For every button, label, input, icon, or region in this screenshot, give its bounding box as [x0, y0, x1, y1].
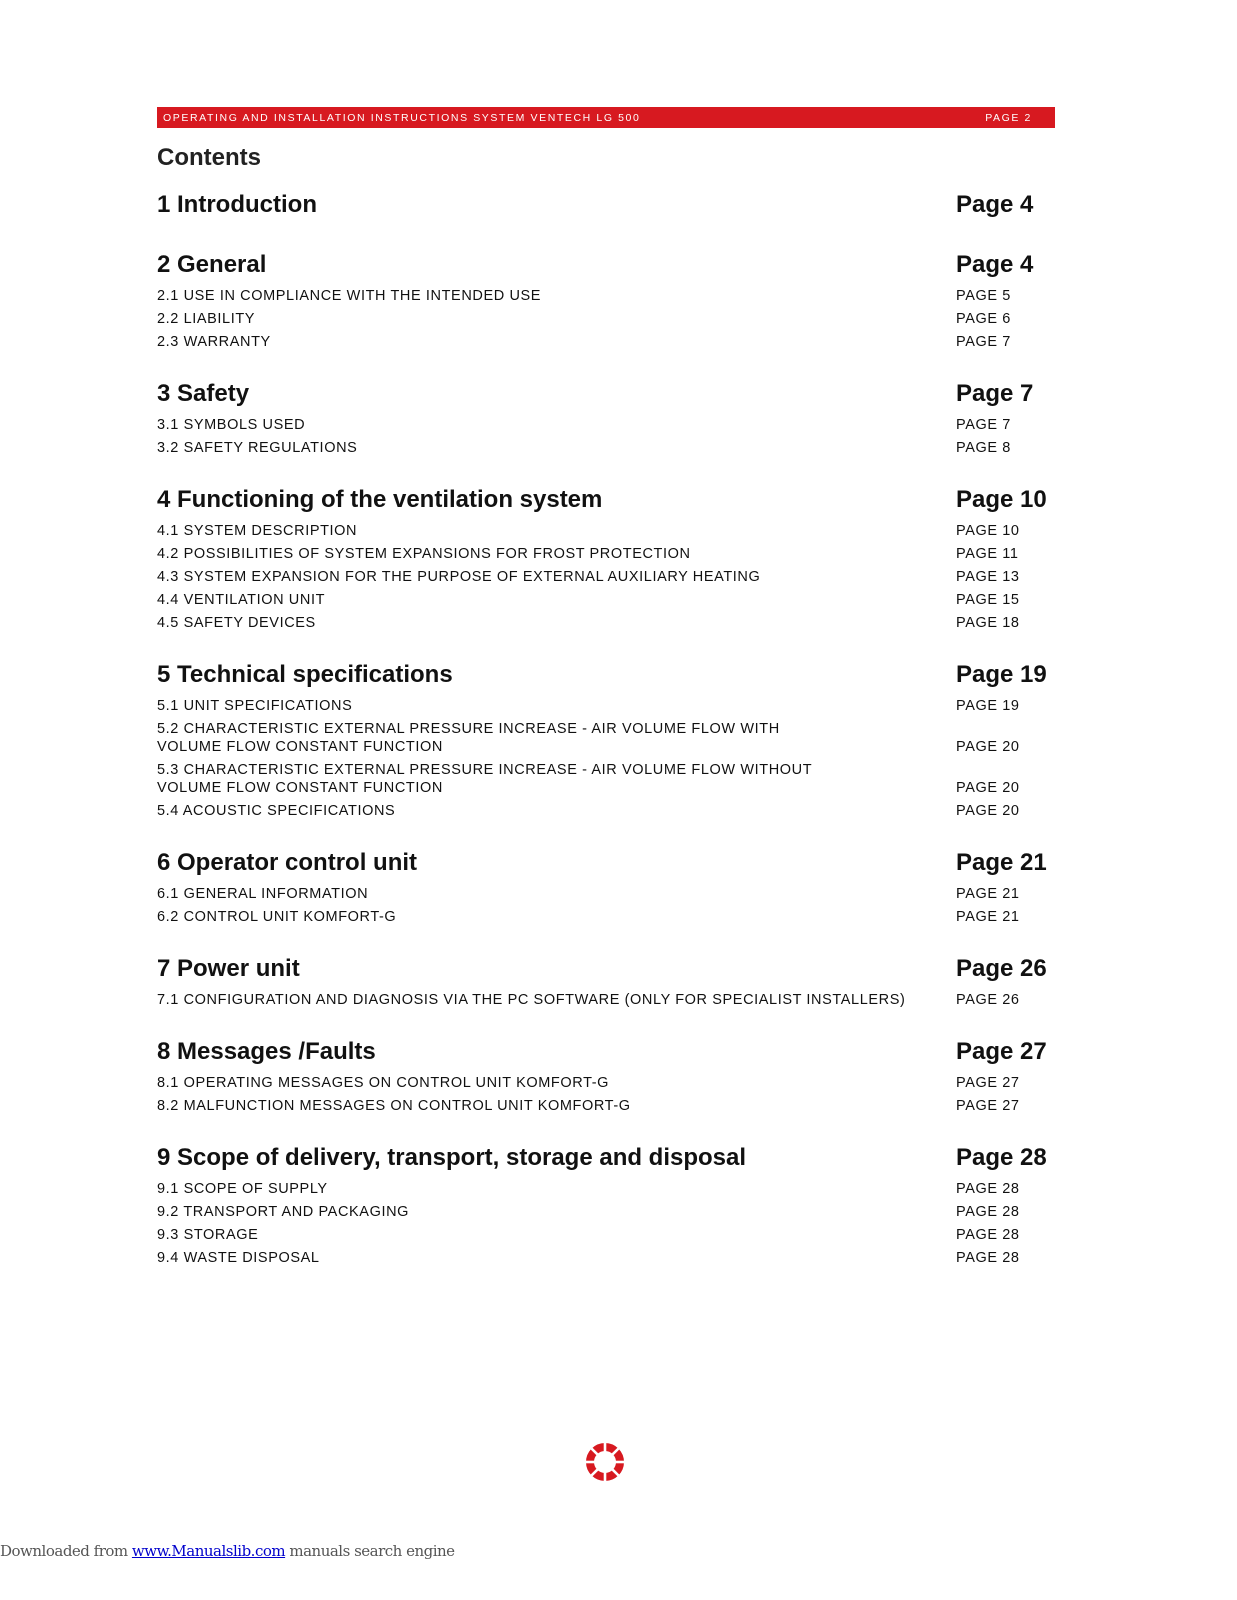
toc-subsection[interactable]	[157, 1247, 1055, 1270]
toc-section-heading[interactable]	[157, 185, 1055, 225]
toc-subsection[interactable]	[157, 437, 1055, 460]
toc-section-heading[interactable]	[157, 1032, 1055, 1072]
toc-subsection[interactable]	[157, 1178, 1055, 1201]
toc-section	[157, 374, 1055, 460]
header-page-number: PAGE 2	[985, 111, 1032, 124]
toc-section-heading[interactable]	[157, 480, 1055, 520]
subsection-title: 9.4 WASTE DISPOSAL	[157, 1250, 320, 1266]
subsection-page-ref: PAGE 20	[956, 780, 1020, 796]
subsection-title: 9.1 SCOPE OF SUPPLY	[157, 1181, 328, 1197]
subsection-page-ref: PAGE 26	[956, 992, 1020, 1008]
toc-section	[157, 843, 1055, 929]
subsection-page-ref: PAGE 21	[956, 909, 1020, 925]
toc-subsection[interactable]	[157, 285, 1055, 308]
subsection-page-ref: PAGE 5	[956, 288, 1011, 304]
toc-section-heading[interactable]	[157, 245, 1055, 285]
toc-subsection[interactable]	[157, 520, 1055, 543]
section-page-ref: Page 19	[956, 661, 1047, 688]
toc-subsection[interactable]	[157, 883, 1055, 906]
subsection-page-ref: PAGE 27	[956, 1075, 1020, 1091]
subsection-title: 9.2 TRANSPORT AND PACKAGING	[157, 1204, 410, 1220]
footer-suffix: manuals search engine	[285, 1542, 455, 1560]
subsection-title: 4.5 SAFETY DEVICES	[157, 615, 316, 631]
section-title: 5 Technical specifications	[157, 661, 453, 688]
toc-subsection[interactable]	[157, 759, 1055, 800]
footer	[0, 1542, 455, 1560]
section-page-ref: Page 7	[956, 380, 1034, 407]
subsection-title: 2.1 USE IN COMPLIANCE WITH THE INTENDED USE	[157, 288, 542, 304]
section-title: 6 Operator control unit	[157, 849, 418, 876]
subsection-title: 9.3 STORAGE	[157, 1227, 259, 1243]
section-title: 1 Introduction	[157, 191, 317, 218]
subsection-title: 7.1 CONFIGURATION AND DIAGNOSIS VIA THE PC SOFTWARE (ONLY FOR SPECIALIST INSTALLERS)	[157, 992, 906, 1008]
table-of-contents	[157, 185, 1055, 1290]
subsection-page-ref: PAGE 15	[956, 592, 1020, 608]
subsection-page-ref: PAGE 7	[956, 334, 1011, 350]
section-title: 9 Scope of delivery, transport, storage and disposal	[157, 1144, 747, 1171]
contents-title: Contents	[157, 144, 261, 171]
subsection-title: 4.4 VENTILATION UNIT	[157, 592, 326, 608]
toc-subsection[interactable]	[157, 414, 1055, 437]
subsection-title: 4.1 SYSTEM DESCRIPTION	[157, 523, 358, 539]
section-page-ref: Page 10	[956, 486, 1047, 513]
toc-subsection[interactable]	[157, 1201, 1055, 1224]
subsection-title: 4.2 POSSIBILITIES OF SYSTEM EXPANSIONS FOR FROST PROTECTION	[157, 546, 691, 562]
subsection-page-ref: PAGE 19	[956, 698, 1020, 714]
subsection-page-ref: PAGE 28	[956, 1181, 1020, 1197]
subsection-page-ref: PAGE 21	[956, 886, 1020, 902]
subsection-title: 3.2 SAFETY REGULATIONS	[157, 440, 358, 456]
toc-section	[157, 949, 1055, 1012]
subsection-title: 2.2 LIABILITY	[157, 311, 256, 327]
section-page-ref: Page 28	[956, 1144, 1047, 1171]
toc-subsection[interactable]	[157, 906, 1055, 929]
toc-section	[157, 1138, 1055, 1270]
toc-section-heading[interactable]	[157, 655, 1055, 695]
toc-section	[157, 245, 1055, 354]
footer-prefix: Downloaded from	[0, 1542, 132, 1560]
subsection-page-ref: PAGE 20	[956, 803, 1020, 819]
subsection-title: 5.3 CHARACTERISTIC EXTERNAL PRESSURE INCREASE - AIR VOLUME FLOW WITHOUT VOLUME FLOW CONSTANT FUNCTION	[157, 762, 813, 796]
subsection-page-ref: PAGE 28	[956, 1204, 1020, 1220]
subsection-page-ref: PAGE 28	[956, 1227, 1020, 1243]
header-bar	[157, 107, 1055, 128]
toc-subsection[interactable]	[157, 1224, 1055, 1247]
toc-subsection[interactable]	[157, 695, 1055, 718]
subsection-page-ref: PAGE 6	[956, 311, 1011, 327]
subsection-title: 8.2 MALFUNCTION MESSAGES ON CONTROL UNIT KOMFORT-G	[157, 1098, 631, 1114]
section-title: 4 Functioning of the ventilation system	[157, 486, 603, 513]
section-title: 8 Messages /Faults	[157, 1038, 376, 1065]
toc-subsection[interactable]	[157, 543, 1055, 566]
toc-section-heading[interactable]	[157, 374, 1055, 414]
subsection-page-ref: PAGE 20	[956, 739, 1020, 755]
red-ring-logo-icon	[585, 1442, 625, 1482]
section-title: 3 Safety	[157, 380, 250, 407]
toc-subsection[interactable]	[157, 566, 1055, 589]
subsection-title: 5.2 CHARACTERISTIC EXTERNAL PRESSURE INCREASE - AIR VOLUME FLOW WITH VOLUME FLOW CONSTANT FUNCTION	[157, 721, 780, 755]
subsection-title: 6.1 GENERAL INFORMATION	[157, 886, 369, 902]
toc-section-heading[interactable]	[157, 1138, 1055, 1178]
toc-subsection[interactable]	[157, 589, 1055, 612]
subsection-page-ref: PAGE 10	[956, 523, 1020, 539]
subsection-page-ref: PAGE 13	[956, 569, 1020, 585]
section-page-ref: Page 26	[956, 955, 1047, 982]
toc-section	[157, 185, 1055, 225]
toc-section	[157, 480, 1055, 635]
toc-subsection[interactable]	[157, 612, 1055, 635]
subsection-title: 6.2 CONTROL UNIT KOMFORT-G	[157, 909, 397, 925]
section-page-ref: Page 27	[956, 1038, 1047, 1065]
header-title: OPERATING AND INSTALLATION INSTRUCTIONS SYSTEM VENTECH LG 500	[163, 111, 641, 124]
toc-subsection[interactable]	[157, 989, 1055, 1012]
subsection-title: 5.4 ACOUSTIC SPECIFICATIONS	[157, 803, 396, 819]
toc-subsection[interactable]	[157, 800, 1055, 823]
subsection-title: 5.1 UNIT SPECIFICATIONS	[157, 698, 353, 714]
subsection-title: 8.1 OPERATING MESSAGES ON CONTROL UNIT KOMFORT-G	[157, 1075, 610, 1091]
subsection-title: 3.1 SYMBOLS USED	[157, 417, 306, 433]
toc-subsection[interactable]	[157, 718, 1055, 759]
toc-section-heading[interactable]	[157, 843, 1055, 883]
toc-section-heading[interactable]	[157, 949, 1055, 989]
section-page-ref: Page 4	[956, 251, 1034, 278]
subsection-page-ref: PAGE 11	[956, 546, 1019, 562]
section-title: 7 Power unit	[157, 955, 300, 982]
toc-subsection[interactable]	[157, 1095, 1055, 1118]
toc-subsection[interactable]	[157, 308, 1055, 331]
subsection-page-ref: PAGE 28	[956, 1250, 1020, 1266]
section-title: 2 General	[157, 251, 267, 278]
toc-subsection[interactable]	[157, 1072, 1055, 1095]
section-page-ref: Page 4	[956, 191, 1034, 218]
subsection-page-ref: PAGE 7	[956, 417, 1011, 433]
subsection-title: 2.3 WARRANTY	[157, 334, 271, 350]
manualslib-link[interactable]: www.Manualslib.com	[131, 1542, 286, 1560]
subsection-page-ref: PAGE 18	[956, 615, 1020, 631]
subsection-page-ref: PAGE 8	[956, 440, 1011, 456]
toc-section	[157, 655, 1055, 823]
section-page-ref: Page 21	[956, 849, 1047, 876]
subsection-page-ref: PAGE 27	[956, 1098, 1020, 1114]
subsection-title: 4.3 SYSTEM EXPANSION FOR THE PURPOSE OF EXTERNAL AUXILIARY HEATING	[157, 569, 761, 585]
toc-subsection[interactable]	[157, 331, 1055, 354]
toc-section	[157, 1032, 1055, 1118]
